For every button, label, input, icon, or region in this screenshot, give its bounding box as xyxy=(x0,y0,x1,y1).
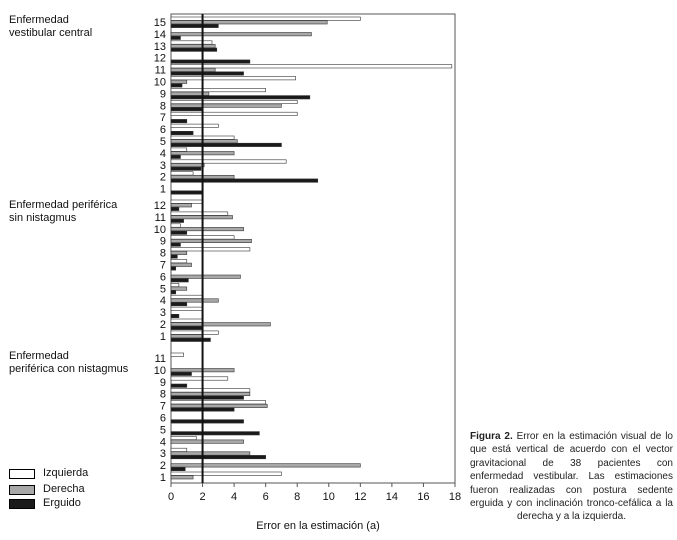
category-label: 6 xyxy=(159,124,166,137)
bar-izquierda xyxy=(171,319,203,322)
category-label: 5 xyxy=(159,424,166,437)
bar-derecha xyxy=(171,404,267,407)
category-label: 2 xyxy=(159,171,166,184)
bar-izquierda xyxy=(171,112,297,115)
bar-erguido xyxy=(171,207,179,210)
bar-derecha xyxy=(171,204,192,207)
category-label: 8 xyxy=(159,247,166,260)
category-label: 10 xyxy=(153,364,166,377)
bar-erguido xyxy=(171,372,192,375)
x-tick-label: 18 xyxy=(448,491,462,503)
category-label: 1 xyxy=(159,183,166,196)
x-axis-label: Error en la estimación (a) xyxy=(256,520,380,532)
category-label: 1 xyxy=(159,472,166,484)
bar-izquierda xyxy=(171,389,250,392)
x-tick-label: 16 xyxy=(417,491,430,503)
bar-derecha xyxy=(171,239,251,242)
bar-erguido xyxy=(171,243,180,246)
bar-derecha xyxy=(171,323,270,326)
bar-izquierda xyxy=(171,353,184,356)
bar-izquierda xyxy=(171,448,187,451)
category-label: 3 xyxy=(159,448,166,461)
bar-izquierda xyxy=(171,212,228,215)
bar-derecha xyxy=(171,299,218,302)
bar-erguido xyxy=(171,255,177,258)
category-label: 6 xyxy=(159,412,166,425)
legend-swatch-erguido xyxy=(9,499,35,509)
category-label: 4 xyxy=(159,436,166,449)
bar-erguido xyxy=(171,267,176,270)
bar-erguido xyxy=(171,467,185,470)
category-label: 13 xyxy=(153,40,166,53)
bar-erguido xyxy=(171,191,203,194)
category-label: 7 xyxy=(159,400,166,413)
bar-izquierda xyxy=(171,124,218,127)
bar-erguido xyxy=(171,326,203,329)
bar-izquierda xyxy=(171,148,187,151)
bar-erguido xyxy=(171,291,176,294)
category-label: 3 xyxy=(159,307,166,320)
category-label: 15 xyxy=(153,17,166,29)
bar-izquierda xyxy=(171,200,203,203)
x-tick-label: 4 xyxy=(231,491,238,503)
bar-erguido xyxy=(171,219,184,222)
bar-izquierda xyxy=(171,65,452,68)
category-label: 12 xyxy=(153,52,166,65)
bar-izquierda xyxy=(171,377,228,380)
bar-erguido xyxy=(171,24,218,27)
bar-erguido xyxy=(171,48,217,51)
bar-derecha xyxy=(171,140,237,143)
bar-derecha xyxy=(171,335,203,338)
category-label: 8 xyxy=(159,388,166,401)
bar-derecha xyxy=(171,33,311,36)
group-label-central: Enfermedad vestibular central xyxy=(9,14,93,39)
bar-izquierda xyxy=(171,41,212,44)
category-label: 9 xyxy=(159,376,166,389)
figure-caption xyxy=(470,430,673,524)
bar-erguido xyxy=(171,302,187,305)
bar-erguido xyxy=(171,420,244,423)
x-tick-label: 12 xyxy=(354,491,367,503)
x-tick-label: 10 xyxy=(322,491,335,503)
bar-izquierda xyxy=(171,160,286,163)
bar-derecha xyxy=(171,476,193,479)
category-label: 8 xyxy=(159,100,166,113)
category-label: 7 xyxy=(159,112,166,125)
bar-derecha xyxy=(171,464,360,467)
x-tick-label: 0 xyxy=(167,491,175,503)
bar-izquierda xyxy=(171,295,203,298)
bar-derecha xyxy=(171,163,204,166)
bar-derecha xyxy=(171,68,215,71)
bar-izquierda xyxy=(171,472,281,475)
category-label: 4 xyxy=(159,147,166,160)
bar-erguido xyxy=(171,155,180,158)
category-label: 1 xyxy=(159,330,166,343)
caption-label: Figura 2. xyxy=(470,431,513,442)
bar-erguido xyxy=(171,108,203,111)
bar-erguido xyxy=(171,96,310,99)
x-tick-label: 6 xyxy=(262,491,269,503)
bar-erguido xyxy=(171,314,179,317)
category-label: 11 xyxy=(154,64,166,77)
category-label: 14 xyxy=(153,28,166,41)
bar-izquierda xyxy=(171,88,266,91)
category-label: 11 xyxy=(154,353,166,365)
category-label: 4 xyxy=(159,295,166,308)
group-label-sin-nistagmus: Enfermedad periférica sin nistagmus xyxy=(9,199,118,224)
category-label: 2 xyxy=(159,319,166,331)
bar-erguido xyxy=(171,279,188,282)
bar-derecha xyxy=(171,452,250,455)
bar-izquierda xyxy=(171,100,297,103)
bar-erguido xyxy=(171,84,182,87)
bar-erguido xyxy=(171,231,187,234)
category-label: 11 xyxy=(154,211,166,224)
category-label: 10 xyxy=(153,223,166,236)
bar-izquierda xyxy=(171,401,266,404)
bar-erguido xyxy=(171,338,210,341)
bar-erguido xyxy=(171,179,318,182)
bar-izquierda xyxy=(171,260,187,263)
bar-izquierda xyxy=(171,331,218,334)
bar-izquierda xyxy=(171,172,193,175)
bar-erguido xyxy=(171,455,266,458)
bar-erguido xyxy=(171,384,187,387)
bar-erguido xyxy=(171,396,244,399)
legend-swatch-derecha xyxy=(9,485,35,495)
caption-text: Error en la estimación visual de lo que está vertical de acuerdo con el vector gravitacional de 38 pacientes con enfermedad vestibular. Las estimaciones fueron realizadas con postura sedente erguida y con inclinación tronco-cefálica a la derecha y a la izquierda. xyxy=(470,431,673,523)
category-label: 9 xyxy=(159,235,166,248)
bar-izquierda xyxy=(171,248,250,251)
bar-derecha xyxy=(171,251,187,254)
category-label: 12 xyxy=(153,200,166,212)
bar-erguido xyxy=(171,60,250,63)
bar-izquierda xyxy=(171,224,180,227)
bar-erguido xyxy=(171,143,281,146)
bar-izquierda xyxy=(171,17,360,20)
bar-erguido xyxy=(171,36,180,39)
bar-derecha xyxy=(171,21,327,24)
x-tick-label: 8 xyxy=(294,491,301,503)
category-label: 5 xyxy=(159,136,166,148)
bar-derecha xyxy=(171,227,244,230)
bar-izquierda xyxy=(171,436,196,439)
bar-erguido xyxy=(171,72,244,75)
bar-izquierda xyxy=(171,307,203,310)
bar-izquierda xyxy=(171,77,296,80)
bar-derecha xyxy=(171,263,192,266)
category-label: 7 xyxy=(159,259,166,272)
category-label: 10 xyxy=(153,76,166,89)
bar-derecha xyxy=(171,80,187,83)
x-tick-label: 14 xyxy=(385,491,399,503)
bar-erguido xyxy=(171,167,201,170)
category-label: 6 xyxy=(159,271,166,284)
bar-derecha xyxy=(171,392,250,395)
bar-derecha xyxy=(171,275,240,278)
legend-swatch-izquierda xyxy=(9,469,35,479)
category-label: 5 xyxy=(159,283,166,296)
category-label: 3 xyxy=(159,159,166,172)
bar-derecha xyxy=(171,287,187,290)
bar-erguido xyxy=(171,119,187,122)
bar-izquierda xyxy=(171,283,179,286)
bar-derecha xyxy=(171,104,281,107)
x-tick-label: 2 xyxy=(199,491,206,503)
bar-erguido xyxy=(171,131,193,134)
bar-derecha xyxy=(171,440,244,443)
bar-derecha xyxy=(171,44,215,47)
group-label-con-nistagmus: Enfermedad periférica con nistagmus xyxy=(9,350,129,375)
category-label: 2 xyxy=(159,460,166,473)
bar-erguido xyxy=(171,432,259,435)
category-label: 9 xyxy=(159,88,166,101)
